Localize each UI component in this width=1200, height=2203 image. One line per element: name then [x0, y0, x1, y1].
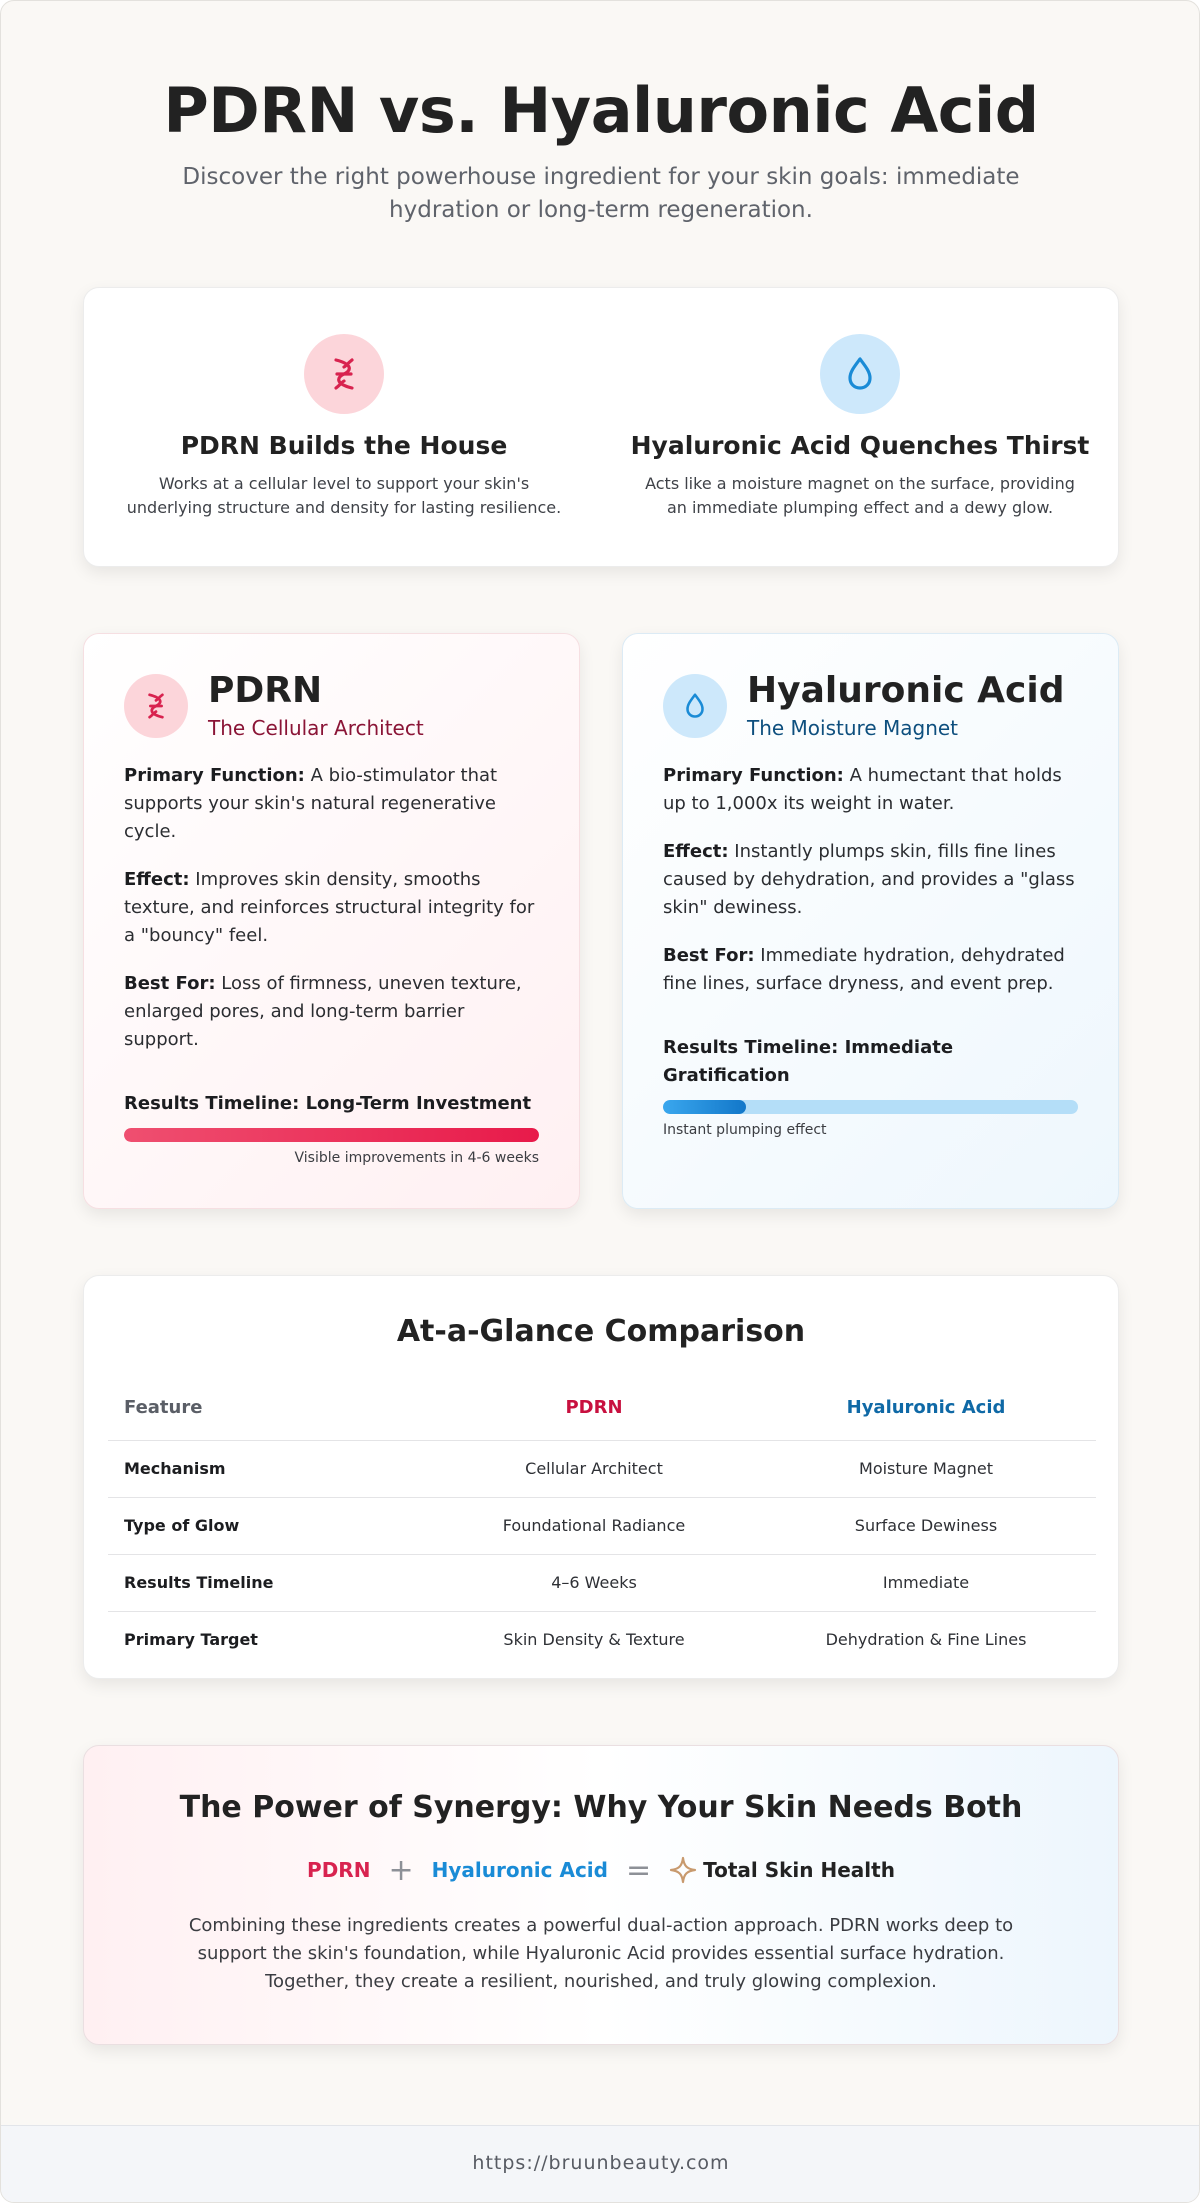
page-title: PDRN vs. Hyaluronic Acid: [163, 74, 1039, 147]
pdrn-card-name: PDRN: [208, 670, 323, 711]
summary-ha: [600, 334, 1120, 520]
pdrn-timeline: [124, 1090, 539, 1168]
summary-pdrn: [84, 334, 604, 520]
comparison-table: [108, 1376, 1096, 1668]
table-header-pdrn: PDRN: [565, 1397, 623, 1419]
formula-result: Total Skin Health: [703, 1858, 895, 1882]
summary-ha-text: Acts like a moisture magnet on the surface, providing an immediate plumping effect and a dewy glow.: [645, 474, 1075, 517]
ha-timeline-label: Results Timeline: Immediate Gratification: [663, 1037, 954, 1086]
table-cell-ha: Surface Dewiness: [756, 1497, 1096, 1554]
table-row: [108, 1440, 1096, 1497]
table-cell-feature: Type of Glow: [108, 1497, 432, 1554]
synergy-formula: [84, 1850, 1118, 1890]
ha-card-name: Hyaluronic Acid: [747, 670, 1065, 711]
pdrn-detail-card: [83, 633, 580, 1209]
water-drop-icon: [663, 674, 727, 738]
water-drop-icon: [820, 334, 900, 414]
equals-icon: =: [625, 1852, 652, 1888]
page-subtitle: Discover the right powerhouse ingredient for your skin goals: immediate hydration or long-term regeneration.: [182, 164, 1020, 223]
page-header: [1, 73, 1200, 227]
ha-primary-function: Primary Function: A humectant that holds up to 1,000x its weight in water.: [663, 765, 1062, 814]
comparison-title: At-a-Glance Comparison: [396, 1314, 806, 1349]
ha-card-tagline: The Moisture Magnet: [747, 716, 959, 740]
synergy-text: Combining these ingredients creates a powerful dual-action approach. PDRN works deep to support the skin's foundation, while Hyaluronic Acid provides essential surface hydration. Together, they create a resilient, nourished, and truly glowing complexion.: [188, 1915, 1014, 1992]
table-cell-feature: Results Timeline: [108, 1554, 432, 1611]
table-row: [108, 1497, 1096, 1554]
table-row: [108, 1611, 1096, 1668]
ha-best-for: Best For: Immediate hydration, dehydrated fine lines, surface dryness, and event prep.: [663, 945, 1065, 994]
table-cell-feature: Mechanism: [108, 1440, 432, 1497]
table-cell-ha: Immediate: [756, 1554, 1096, 1611]
pdrn-timeline-fill: [124, 1128, 539, 1142]
table-cell-ha: Moisture Magnet: [756, 1440, 1096, 1497]
formula-pdrn: PDRN: [307, 1858, 371, 1882]
ha-detail-card: [622, 633, 1119, 1209]
dna-icon: [124, 674, 188, 738]
pdrn-primary-function: Primary Function: A bio-stimulator that supports your skin's natural regenerative cycle.: [124, 765, 498, 842]
table-cell-ha: Dehydration & Fine Lines: [756, 1611, 1096, 1668]
pdrn-card-tagline: The Cellular Architect: [208, 716, 424, 740]
table-cell-pdrn: Foundational Radiance: [432, 1497, 756, 1554]
pdrn-timeline-label: Results Timeline: Long-Term Investment: [124, 1093, 532, 1114]
table-cell-pdrn: Skin Density & Texture: [432, 1611, 756, 1668]
table-cell-pdrn: 4–6 Weeks: [432, 1554, 756, 1611]
synergy-title: The Power of Synergy: Why Your Skin Needs Both: [179, 1790, 1023, 1825]
table-cell-feature: Primary Target: [108, 1611, 432, 1668]
comparison-card: [83, 1275, 1119, 1679]
table-row: [108, 1554, 1096, 1611]
sparkle-icon: [669, 1856, 697, 1884]
synergy-card: [83, 1745, 1119, 2045]
ha-card-header: [663, 670, 1078, 740]
summary-card: [83, 287, 1119, 567]
pdrn-timeline-bar: [124, 1128, 539, 1142]
summary-pdrn-text: Works at a cellular level to support your skin's underlying structure and density for lasting resilience.: [126, 474, 562, 517]
ha-timeline-bar: [663, 1100, 1078, 1114]
formula-ha: Hyaluronic Acid: [431, 1858, 608, 1882]
plus-icon: +: [388, 1852, 414, 1888]
pdrn-best-for: Best For: Loss of firmness, uneven texture, enlarged pores, and long-term barrier support.: [124, 973, 522, 1050]
pdrn-card-header: [124, 670, 539, 740]
pdrn-effect: Effect: Improves skin density, smooths texture, and reinforces structural integrity for a "bouncy" feel.: [124, 869, 535, 946]
dna-icon: [304, 334, 384, 414]
ha-timeline-fill: [663, 1100, 746, 1114]
footer-url[interactable]: https://bruunbeauty.com: [472, 2152, 730, 2174]
table-header-row: [108, 1376, 1096, 1440]
footer: [1, 2125, 1200, 2203]
ha-timeline: [663, 1034, 1078, 1140]
pdrn-timeline-caption: Visible improvements in 4-6 weeks: [294, 1150, 539, 1166]
table-cell-pdrn: Cellular Architect: [432, 1440, 756, 1497]
ha-timeline-caption: Instant plumping effect: [663, 1122, 827, 1138]
table-header-feature: Feature: [124, 1397, 203, 1419]
table-header-ha: Hyaluronic Acid: [846, 1397, 1006, 1419]
summary-pdrn-title: PDRN Builds the House: [180, 431, 508, 460]
summary-ha-title: Hyaluronic Acid Quenches Thirst: [630, 431, 1090, 460]
ha-effect: Effect: Instantly plumps skin, fills fine lines caused by dehydration, and provides a "glass skin" dewiness.: [663, 841, 1075, 918]
